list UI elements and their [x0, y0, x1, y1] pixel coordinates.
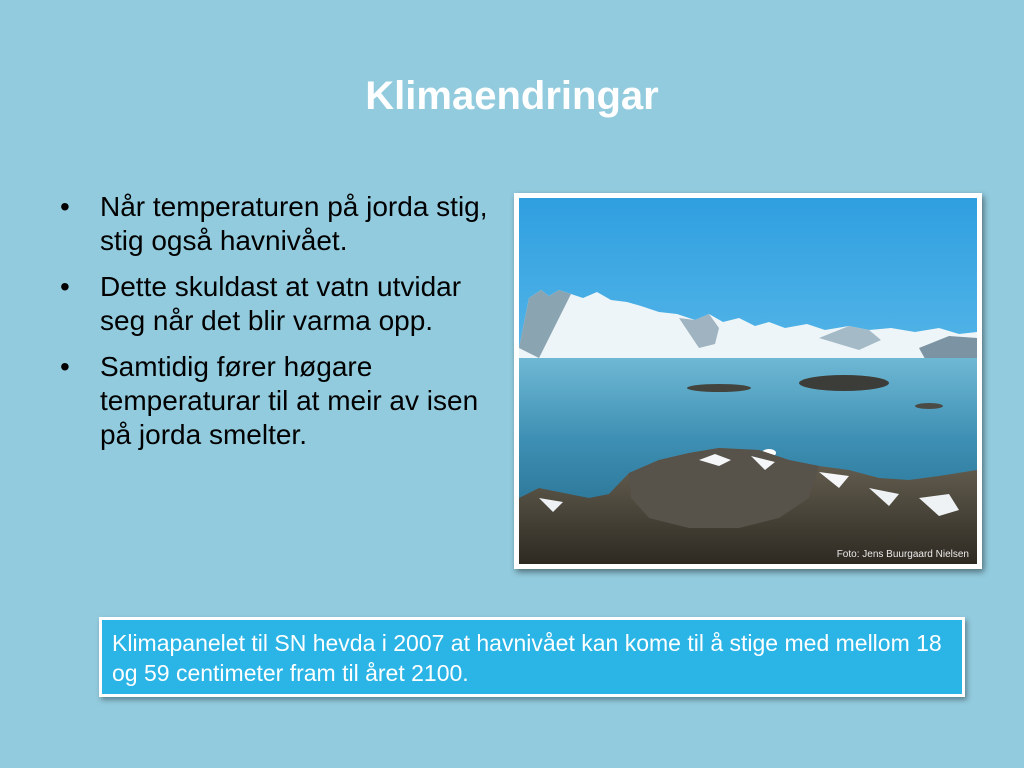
fjord-landscape-image — [519, 198, 977, 564]
photo-credit: Foto: Jens Buurgaard Nielsen — [836, 549, 969, 560]
note-box: Klimapanelet til SN hevda i 2007 at havnivået kan kome til å stige med mellom 18 og 59 centimeter fram til året 2100. — [99, 617, 965, 697]
bullet-marker: • — [60, 351, 70, 382]
slide-title: Klimaendringar — [365, 74, 659, 118]
bullet-item — [60, 350, 500, 452]
fjord-photo — [514, 193, 982, 569]
bullet-item — [60, 270, 500, 338]
bullet-text: Dette skuldast at vatn utvidar seg når det blir varma opp. — [100, 271, 462, 336]
bullet-text: Samtidig fører høgare temperaturar til at meir av isen på jorda smelter. — [100, 351, 479, 450]
bullet-text: Når temperaturen på jorda stig, stig også havnivået. — [100, 191, 488, 256]
bullet-marker: • — [60, 191, 70, 222]
bullet-list — [60, 190, 500, 464]
bullet-marker: • — [60, 271, 70, 302]
bullet-item — [60, 190, 500, 258]
